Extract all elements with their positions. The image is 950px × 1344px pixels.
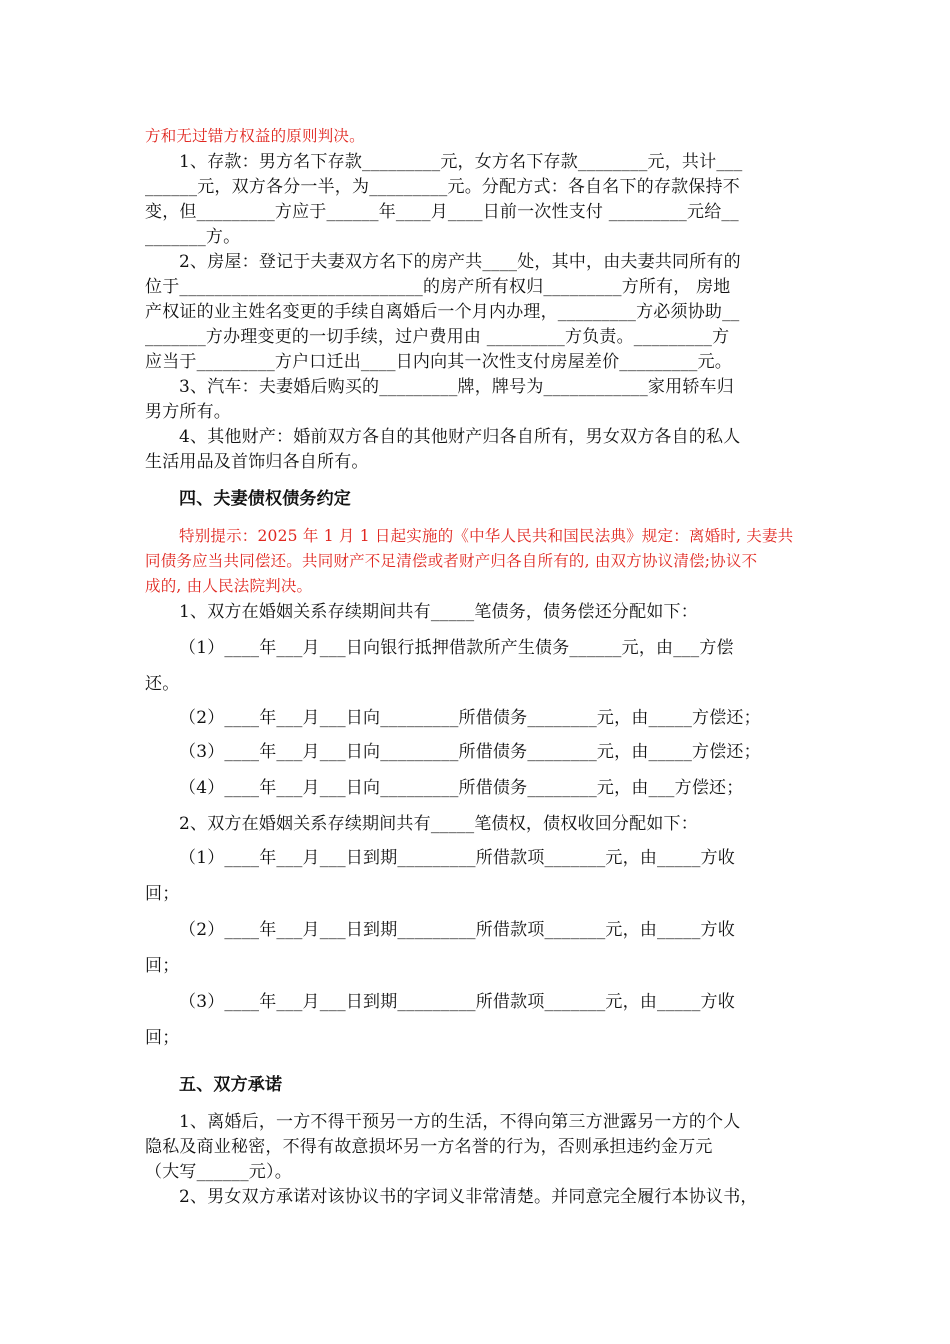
deposit-clause-cont: ______元，双方各分一半，为_________元。分配方式：各自名下的存款保持不: [145, 177, 740, 197]
other-property-clause-cont: 生活用品及首饰归各自所有。: [145, 452, 369, 472]
promise-clause-cont: （大写______元）。: [145, 1162, 292, 1182]
debt-item-cont: 还。: [145, 674, 180, 694]
debt-item: （2）____年___月___日向_________所借债务________元，由_____方偿还；: [179, 708, 761, 728]
car-clause: 3、汽车：夫妻婚后购买的_________牌，牌号为____________家用轿车归: [179, 377, 734, 397]
deposit-clause: 1、存款：男方名下存款_________元，女方名下存款________元，共计___: [179, 152, 743, 172]
credit-item: （2）____年___月___日到期_________所借款项_______元，由_____方收: [179, 920, 735, 940]
promise-clause-cont: 隐私及商业秘密，不得有故意损坏另一方名誉的行为，否则承担违约金万元: [145, 1137, 713, 1157]
debt-item: （1）____年___月___日向银行抵押借款所产生债务______元，由___方偿: [179, 638, 734, 658]
house-clause-cont: _______方办理变更的一切手续，过户费用由 _________方负责。_________方: [145, 327, 730, 347]
credit-clause: 2、双方在婚姻关系存续期间共有_____笔债权，债权收回分配如下：: [179, 814, 698, 834]
warning-text-line: 特别提示：2025 年 1 月 1 日起实施的《中华人民共和国民法典》规定：离婚时, 夫妻共: [179, 527, 794, 545]
house-clause-cont: 应当于_________方户口迁出____日内向其一次性支付房屋差价_________元。: [145, 352, 732, 372]
warning-text-line: 方和无过错方权益的原则判决。: [145, 127, 365, 145]
credit-item-cont: 回；: [145, 956, 180, 976]
credit-item: （1）____年___月___日到期_________所借款项_______元，由_____方收: [179, 848, 735, 868]
deposit-clause-cont: _______方。: [145, 227, 241, 247]
section-heading-debts: 四、夫妻债权债务约定: [179, 489, 351, 509]
promise-clause: 2、男女双方承诺对该协议书的字词义非常清楚。并同意完全履行本协议书，: [179, 1187, 758, 1207]
credit-item-cont: 回；: [145, 884, 180, 904]
other-property-clause: 4、其他财产：婚前双方各自的其他财产归各自所有，男女双方各自的私人: [179, 427, 741, 447]
warning-text-line: 同债务应当共同偿还。共同财产不足清偿或者财产归各自所有的, 由双方协议清偿;协议不: [145, 552, 758, 570]
section-heading-promises: 五、双方承诺: [179, 1075, 283, 1095]
credit-item-cont: 回；: [145, 1028, 180, 1048]
house-clause-cont: 位于____________________________的房产所有权归_________方所有， 房地: [145, 277, 731, 297]
credit-item: （3）____年___月___日到期_________所借款项_______元，由_____方收: [179, 992, 735, 1012]
car-clause-cont: 男方所有。: [145, 402, 231, 422]
debt-item: （4）____年___月___日向_________所借债务________元，由___方偿还；: [179, 778, 744, 798]
debt-clause: 1、双方在婚姻关系存续期间共有_____笔债务，债务偿还分配如下：: [179, 602, 698, 622]
promise-clause: 1、离婚后，一方不得干预另一方的生活，不得向第三方泄露另一方的个人: [179, 1112, 741, 1132]
deposit-clause-cont: 变，但_________方应于______年____月____日前一次性支付 _________元给__: [145, 202, 739, 222]
house-clause: 2、房屋：登记于夫妻双方名下的房产共____处，其中，由夫妻共同所有的: [179, 252, 741, 272]
debt-item: （3）____年___月___日向_________所借债务________元，由_____方偿还；: [179, 742, 761, 762]
warning-text-line: 成的, 由人民法院判决。: [145, 577, 313, 595]
house-clause-cont: 产权证的业主姓名变更的手续自离婚后一个月内办理，_________方必须协助__: [145, 302, 740, 322]
